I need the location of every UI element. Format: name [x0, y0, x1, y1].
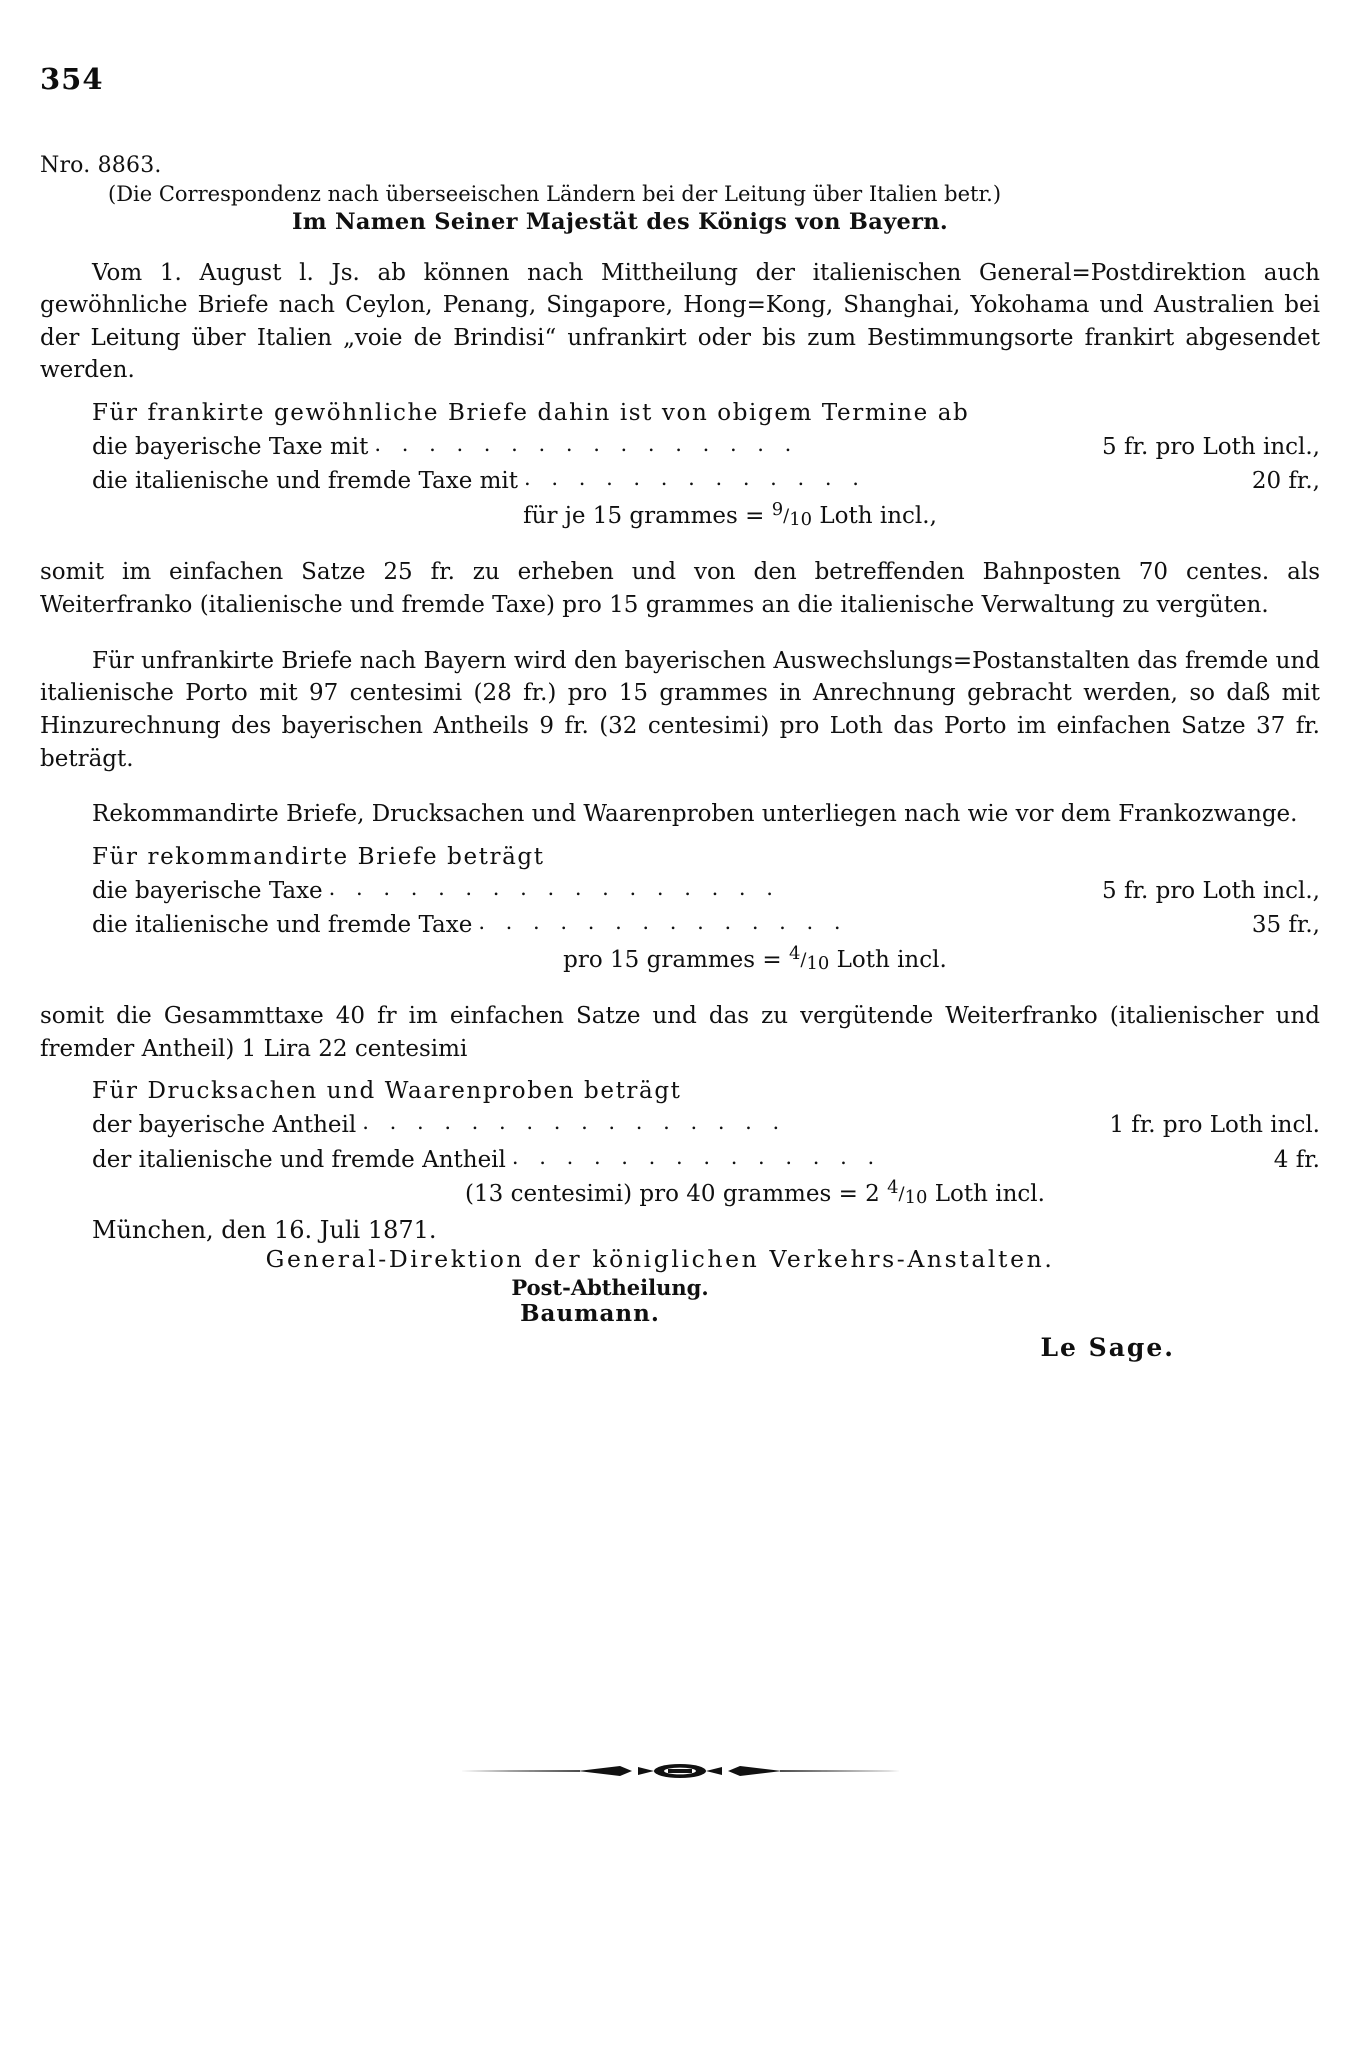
paragraph-1: Vom 1. August l. Js. ab können nach Mittheilung der italienischen General=Postdirektion auch gewöhnliche Briefe nach Ceylon, Penang, Singapore, Hong=Kong, Shanghai, Yokohama und Australien bei der Leitung über Italien „voie de Brindisi“ unfrankirt oder bis zum Bestimmungsorte frankirt abgesendet werden. — [40, 259, 1320, 384]
tariff-3-row-2-value: 4 fr. — [1273, 1146, 1320, 1173]
leader-dots: . . . . . . . . . . . . . . — [478, 910, 848, 935]
paragraph-3: Für unfrankirte Briefe nach Bayern wird den bayerischen Auswechslungs=Postanstalten das fremde und italienische Porto mit 97 centesimi (28 fr.) pro 15 grammes in Anrechnung gebracht werden, so daß mit Hinzurechnung des bayerischen Antheils 9 fr. (32 centesimi) pro Loth das Porto im einfachen Satze 37 fr. beträgt. — [40, 647, 1320, 772]
tariff-3-row-2 — [40, 1143, 1320, 1178]
signing-department: Post-Abtheilung. — [511, 1275, 709, 1300]
leader-dots: . . . . . . . . . . . . . . . . . — [328, 875, 780, 900]
tariff-3-row-1 — [40, 1108, 1320, 1143]
leader-dots: . . . . . . . . . . . . . — [524, 466, 866, 491]
tariff-1-note — [40, 499, 1320, 534]
paragraph-2: somit im einfachen Satze 25 fr. zu erheben und von den betreffenden Bahnposten 70 centes. als Weiterfranko (italienische und fremde Taxe) pro 15 grammes an die italienische Verwaltung zu vergüten. — [40, 559, 1320, 618]
tariff-2-note-prefix: pro 15 grammes = — [563, 946, 782, 973]
tariff-1-row-2-label: die italienische und fremde Taxe mit — [92, 468, 519, 495]
tariff-3-row-1-label: der bayerische Antheil — [92, 1112, 357, 1138]
paragraph-4: Rekommandirte Briefe, Drucksachen und Waarenproben unterliegen nach wie vor dem Frankozwange. — [92, 801, 1298, 828]
tariff-2-note-fraction: $^4/_{10}$ — [788, 942, 830, 974]
tariff-1-row-1-value: 5 fr. pro Loth incl., — [1102, 433, 1320, 460]
tariff-2-heading: Für rekommandirte Briefe beträgt — [92, 843, 545, 870]
tariff-2-note-suffix: Loth incl. — [836, 946, 947, 973]
tariff-1-row-2 — [40, 464, 1320, 499]
page-number: 354 — [40, 62, 104, 96]
tariff-1-row-1-label: die bayerische Taxe mit — [92, 433, 369, 460]
document-body — [40, 155, 1320, 1360]
decree-subject: (Die Correspondenz nach überseeischen Ländern bei der Leitung über Italien betr.) — [108, 182, 1002, 206]
fraction-denominator: 10 — [904, 1187, 928, 1209]
signer-name-1: Baumann. — [520, 1300, 660, 1327]
tariff-3-note-prefix: (13 centesimi) pro 40 grammes = 2 — [465, 1181, 880, 1207]
tariff-1-row-1 — [40, 430, 1320, 465]
tariff-3-note-fraction: $^4/_{10}$ — [887, 1177, 928, 1209]
fraction-numerator: 9 — [771, 499, 784, 521]
tariff-1-note-fraction: $^9/_{10}$ — [771, 499, 813, 530]
signing-authority: General-Direktion der königlichen Verkehrs-Anstalten. — [265, 1244, 1055, 1273]
tariff-2-row-1 — [40, 874, 1320, 909]
tariff-2-row-2-label: die italienische und fremde Taxe — [92, 912, 473, 939]
decree-number: Nro. 8863. — [40, 153, 162, 178]
leader-dots: . . . . . . . . . . . . . . . . — [362, 1110, 787, 1134]
tariff-2-note — [40, 943, 1320, 978]
tariff-2-row-1-value: 5 fr. pro Loth incl., — [1102, 877, 1320, 904]
tariff-1-row-2-value: 20 fr., — [1251, 468, 1320, 495]
ornamental-rule-container — [0, 1760, 1360, 1782]
tariff-3-row-2-label: der italienische und fremde Antheil — [92, 1146, 506, 1173]
tariff-3-row-1-value: 1 fr. pro Loth incl. — [1109, 1112, 1320, 1138]
tariff-3-heading: Für Drucksachen und Waarenproben beträgt — [92, 1078, 682, 1105]
decree-title: Im Namen Seiner Majestät des Königs von Bayern. — [291, 209, 949, 235]
tariff-3-note — [40, 1177, 1320, 1212]
fraction-denominator: 10 — [806, 952, 830, 974]
fraction-denominator: 10 — [789, 508, 813, 530]
tariff-2-row-2 — [40, 908, 1320, 943]
paragraph-5: somit die Gesammttaxe 40 fr im einfachen Satze und das zu vergütende Weiterfranko (italienischer und fremder Antheil) 1 Lira 22 centesimi — [40, 1003, 1320, 1062]
leader-dots: . . . . . . . . . . . . . . . . — [374, 431, 799, 456]
tariff-2-row-1-label: die bayerische Taxe — [92, 877, 323, 904]
ornamental-rule — [460, 1760, 900, 1782]
tariff-1-note-suffix: Loth incl., — [819, 502, 937, 529]
tariff-3-note-suffix: Loth incl. — [934, 1181, 1045, 1207]
tariff-1-note-prefix: für je 15 grammes = — [523, 502, 765, 529]
leader-dots: . . . . . . . . . . . . . . — [511, 1144, 882, 1169]
tariff-2-row-2-value: 35 fr., — [1251, 912, 1320, 939]
place-and-date: München, den 16. Juli 1871. — [92, 1215, 437, 1244]
fraction-numerator: 4 — [887, 1177, 899, 1199]
fraction-numerator: 4 — [788, 942, 801, 964]
tariff-1-heading: Für frankirte gewöhnliche Briefe dahin ist von obigem Termine ab — [92, 400, 970, 427]
signer-name-2: Le Sage. — [1040, 1333, 1175, 1362]
